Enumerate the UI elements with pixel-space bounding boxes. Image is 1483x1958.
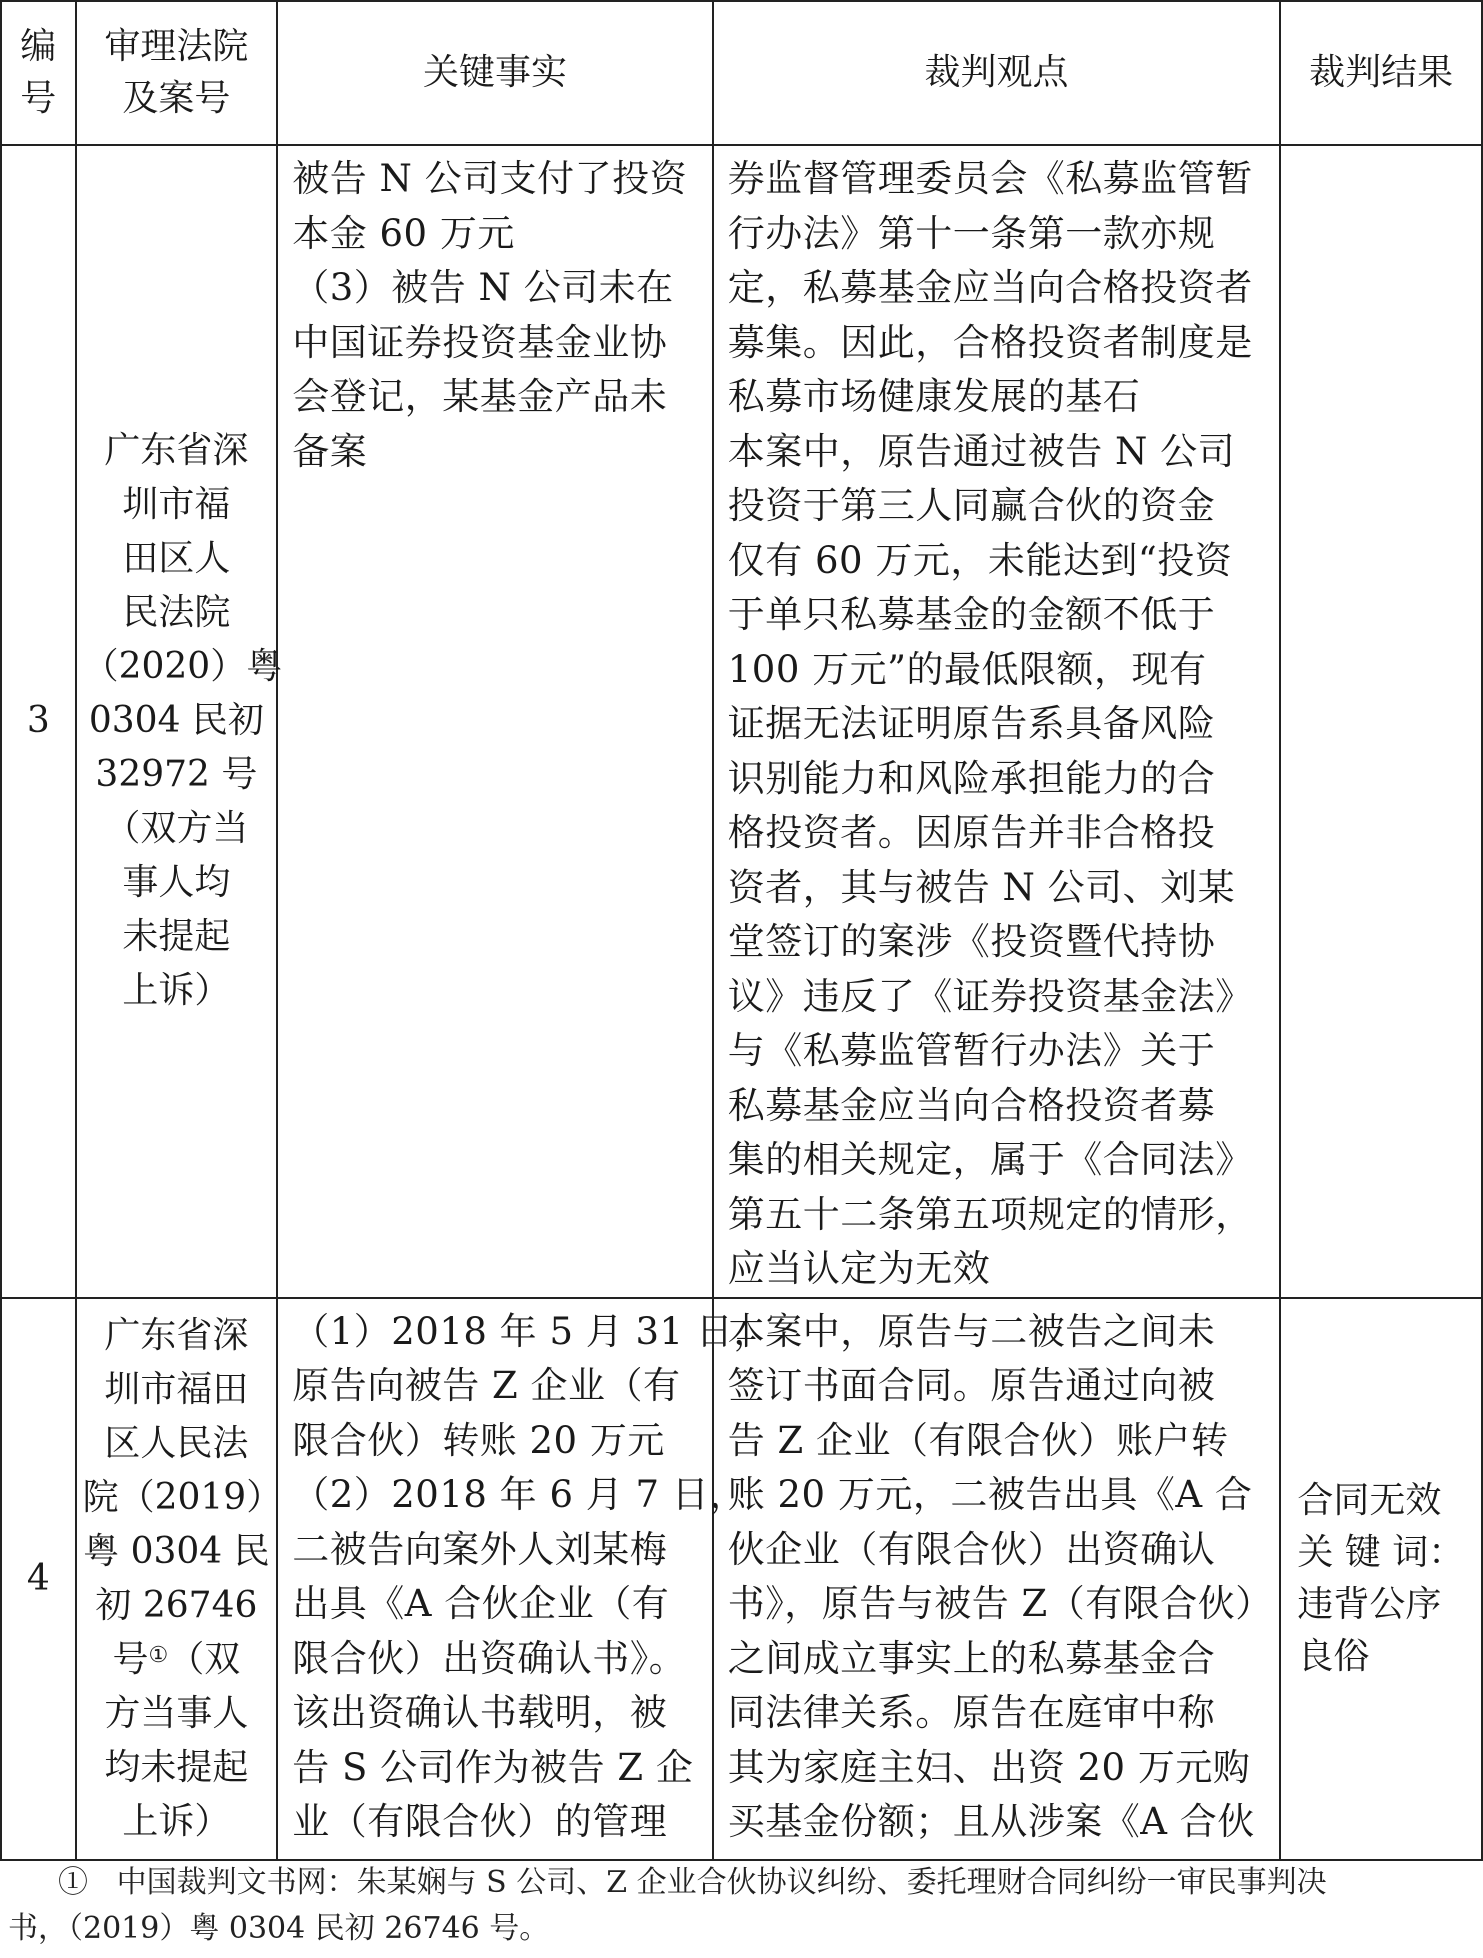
footnote <box>0 1860 1483 1952</box>
key-facts: 被告 N 公司支付了投资 本金 60 万元 （3）被告 N 公司未在 中国证券投资基金业协 会登记，某基金产品未 备案 <box>277 145 713 1298</box>
footnote-marker[interactable]: ① <box>148 1642 169 1668</box>
footnote-text-line2: 书，（2019）粤 0304 民初 26746 号。 <box>8 1911 550 1946</box>
court-and-case-no: 广东省深 圳市福田 区人民法 院（2019） 粤 0304 民 初 26746 号①（双 方当事人 均未提起 上诉） <box>76 1298 278 1860</box>
header-result: 裁判结果 <box>1280 1 1482 145</box>
judgment-result <box>1280 145 1482 1298</box>
table-row <box>1 145 1482 1298</box>
header-fact: 关键事实 <box>277 1 713 145</box>
judgment-view: 券监督管理委员会《私募监管暂 行办法》第十一条第一款亦规 定，私募基金应当向合格投资者 募集。因此，合格投资者制度是 私募市场健康发展的基石 本案中，原告通过被告 N 公司 投资于第三人同赢合伙的资金 仅有 60 万元，未能达到“投资 于单只私募基金的金额不低于 100 万元”的最低限额，现有 证据无法证明原告系具备风险 识别能力和风险承担能力的合 格投资者。因原告并非合格投 资者，其与被告 N 公司、刘某 堂签订的案涉《投资暨代持协 议》违反了《证券投资基金法》 与《私募监管暂行办法》关于 私募基金应当向合格投资者募 集的相关规定，属于《合同法》 第五十二条第五项规定的情形， 应当认定为无效 <box>713 145 1281 1298</box>
case-number: 3 <box>1 145 76 1298</box>
footnote-text-line1: 中国裁判文书网：朱某娴与 S 公司、Z 企业合伙协议纠纷、委托理财合同纠纷一审民事判决 <box>116 1865 1327 1900</box>
key-facts: （1）2018 年 5 月 31 日， 原告向被告 Z 企业（有 限合伙）转账 20 万元 （2）2018 年 6 月 7 日， 二被告向案外人刘某梅 出具《A 合伙企业（有 限合伙）出资确认书》。 该出资确认书载明，被 告 S 公司作为被告 Z 企 业（有限合伙）的管理 <box>277 1298 713 1860</box>
table-row <box>1 1298 1482 1860</box>
court-and-case-no: 广东省深 圳市福 田区人 民法院 （2020）粤 0304 民初 32972 号 （双方当 事人均 未提起 上诉） <box>76 145 278 1298</box>
table-header-row <box>1 1 1482 145</box>
header-no: 编号 <box>1 1 76 145</box>
judgment-view: 本案中，原告与二被告之间未 签订书面合同。原告通过向被 告 Z 企业（有限合伙）账户转 账 20 万元，二被告出具《A 合 伙企业（有限合伙）出资确认 书》，原告与被告 Z（有限合伙） 之间成立事实上的私募基金合 同法律关系。原告在庭审中称 其为家庭主妇、出资 20 万元购 买基金份额；且从涉案《A 合伙 <box>713 1298 1281 1860</box>
judgment-result: 合同无效 关 键 词： 违背公序 良俗 <box>1280 1298 1482 1860</box>
header-view: 裁判观点 <box>713 1 1281 145</box>
footnote-mark: ① <box>58 1865 88 1900</box>
header-court: 审理法院及案号 <box>76 1 278 145</box>
case-number: 4 <box>1 1298 76 1860</box>
